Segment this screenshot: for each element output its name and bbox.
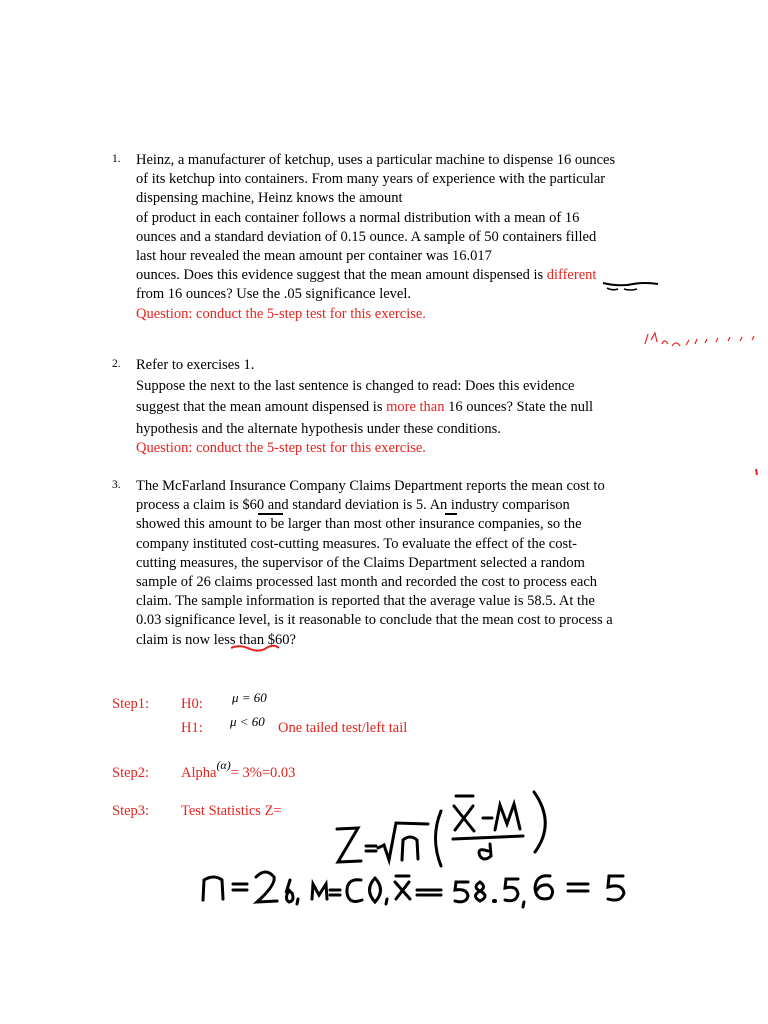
text-segment: ounces. Does this evidence suggest that the mean amount dispensed is [136, 267, 547, 284]
comma [386, 899, 387, 904]
comma [297, 899, 298, 904]
text-line: claim. The sample information is reported that the average value is 58.5. At the [136, 593, 595, 610]
digit-6 [286, 880, 293, 902]
letter-sigma [479, 844, 491, 859]
text-line: hypothesis and the alternate hypothesis under these conditions. [136, 420, 501, 437]
comma [523, 902, 524, 907]
highlight-different: different [546, 267, 597, 284]
digit-5 [608, 876, 624, 900]
digit-2 [256, 872, 277, 902]
left-paren [436, 811, 442, 866]
fraction-bar [453, 836, 523, 839]
letter-n [402, 837, 418, 860]
question-line: Question: conduct the 5-step test for this exercise. [136, 305, 426, 322]
question-line: Question: conduct the 5-step test for this exercise. [136, 439, 426, 456]
text-line: Refer to exercises 1. [136, 357, 255, 373]
text-line: showed this amount to be larger than most other insurance companies, so the [136, 516, 582, 533]
digit-0 [370, 878, 381, 902]
text-line: Suppose the next to the last sentence is changed to read: Does this evidence [136, 378, 575, 395]
problem-number: 3. [112, 479, 121, 491]
equals-sign [330, 890, 340, 895]
underline-different [603, 283, 658, 285]
step1-label: Step1: [112, 696, 150, 712]
equals-sign [366, 846, 376, 851]
text-line: The McFarland Insurance Company Claims Department reports the mean cost to [136, 478, 605, 494]
text-segment: claim is now [136, 631, 214, 648]
letter-m [312, 884, 327, 899]
highlight-more-than: more than [386, 399, 445, 416]
red-scribble [645, 333, 754, 346]
step2-label: Step2: [112, 765, 150, 781]
digit-5 [505, 879, 518, 901]
step3-text: Test Statistics Z= [181, 803, 282, 819]
text-segment: 16 ounces? State the null [444, 399, 594, 416]
red-mark [756, 469, 757, 475]
equals-sign [233, 884, 247, 890]
h0-math: μ = 60 [232, 690, 267, 705]
equals-sign [417, 890, 441, 895]
letter-x [454, 806, 474, 831]
h1-note: One tailed test/left tail [278, 720, 408, 736]
highlight-less-than: less than [213, 631, 265, 648]
h0-label: H0: [181, 696, 203, 712]
text-line: of its ketchup into containers. From many years of experience with the particular [136, 171, 606, 188]
alpha-value: = 3%=0.03 [230, 765, 296, 781]
text-line: sample of 26 claims processed last month and recorded the cost to process each [136, 573, 598, 590]
text-line: of product in each container follows a normal distribution with a mean of 16 [136, 209, 580, 226]
alpha-word: Alpha [181, 765, 217, 781]
text-segment: $60? [264, 631, 296, 648]
text-line: cutting measures, the supervisor of the Claims Department selected a random [136, 554, 585, 571]
text-line: 0.03 significance level, is it reasonable to conclude that the mean cost to process a [136, 612, 613, 629]
text-segment: and standard deviation is [264, 497, 416, 514]
text-line: from 16 ounces? Use the .05 significance level. [136, 286, 412, 303]
letter-m [495, 804, 520, 830]
alpha-symbol: (α) [216, 758, 231, 772]
digit-8 [476, 882, 486, 901]
right-paren [534, 792, 545, 852]
h1-label: H1: [181, 720, 203, 736]
digit-6 [347, 880, 362, 902]
text-line: last hour revealed the mean amount per container was 16.017 [136, 247, 492, 264]
text-segment: . An industry comparison [423, 497, 570, 514]
text-line: ounces and a standard deviation of 0.15 ounce. A sample of 50 containers filled [136, 228, 597, 245]
text-line: company instituted cost-cutting measures. To evaluate the effect of the cost- [136, 535, 577, 552]
values-ink [203, 872, 624, 907]
letter-sigma [535, 876, 553, 899]
formula-ink [337, 792, 545, 866]
text-line: Heinz, a manufacturer of ketchup, uses a particular machine to dispense 16 ounces [136, 152, 616, 168]
text-segment: process a claim is [136, 497, 243, 514]
h1-math: μ < 60 [230, 714, 265, 729]
letter-z [337, 828, 361, 862]
problem-number: 2. [112, 358, 121, 370]
underline-less-than [231, 646, 279, 651]
problem-number: 1. [112, 153, 121, 165]
value-std-dev: 5 [415, 497, 424, 514]
step3-label: Step3: [112, 803, 150, 819]
value-mean-cost: $60 [242, 497, 265, 514]
text-line: dispensing machine, Heinz knows the amount [136, 190, 403, 207]
text-segment: suggest that the mean amount dispensed is [136, 399, 387, 416]
underline-different-2 [607, 288, 637, 290]
digit-5 [455, 882, 468, 902]
equals-sign [568, 884, 588, 891]
letter-x [395, 882, 410, 899]
letter-n [203, 877, 223, 900]
